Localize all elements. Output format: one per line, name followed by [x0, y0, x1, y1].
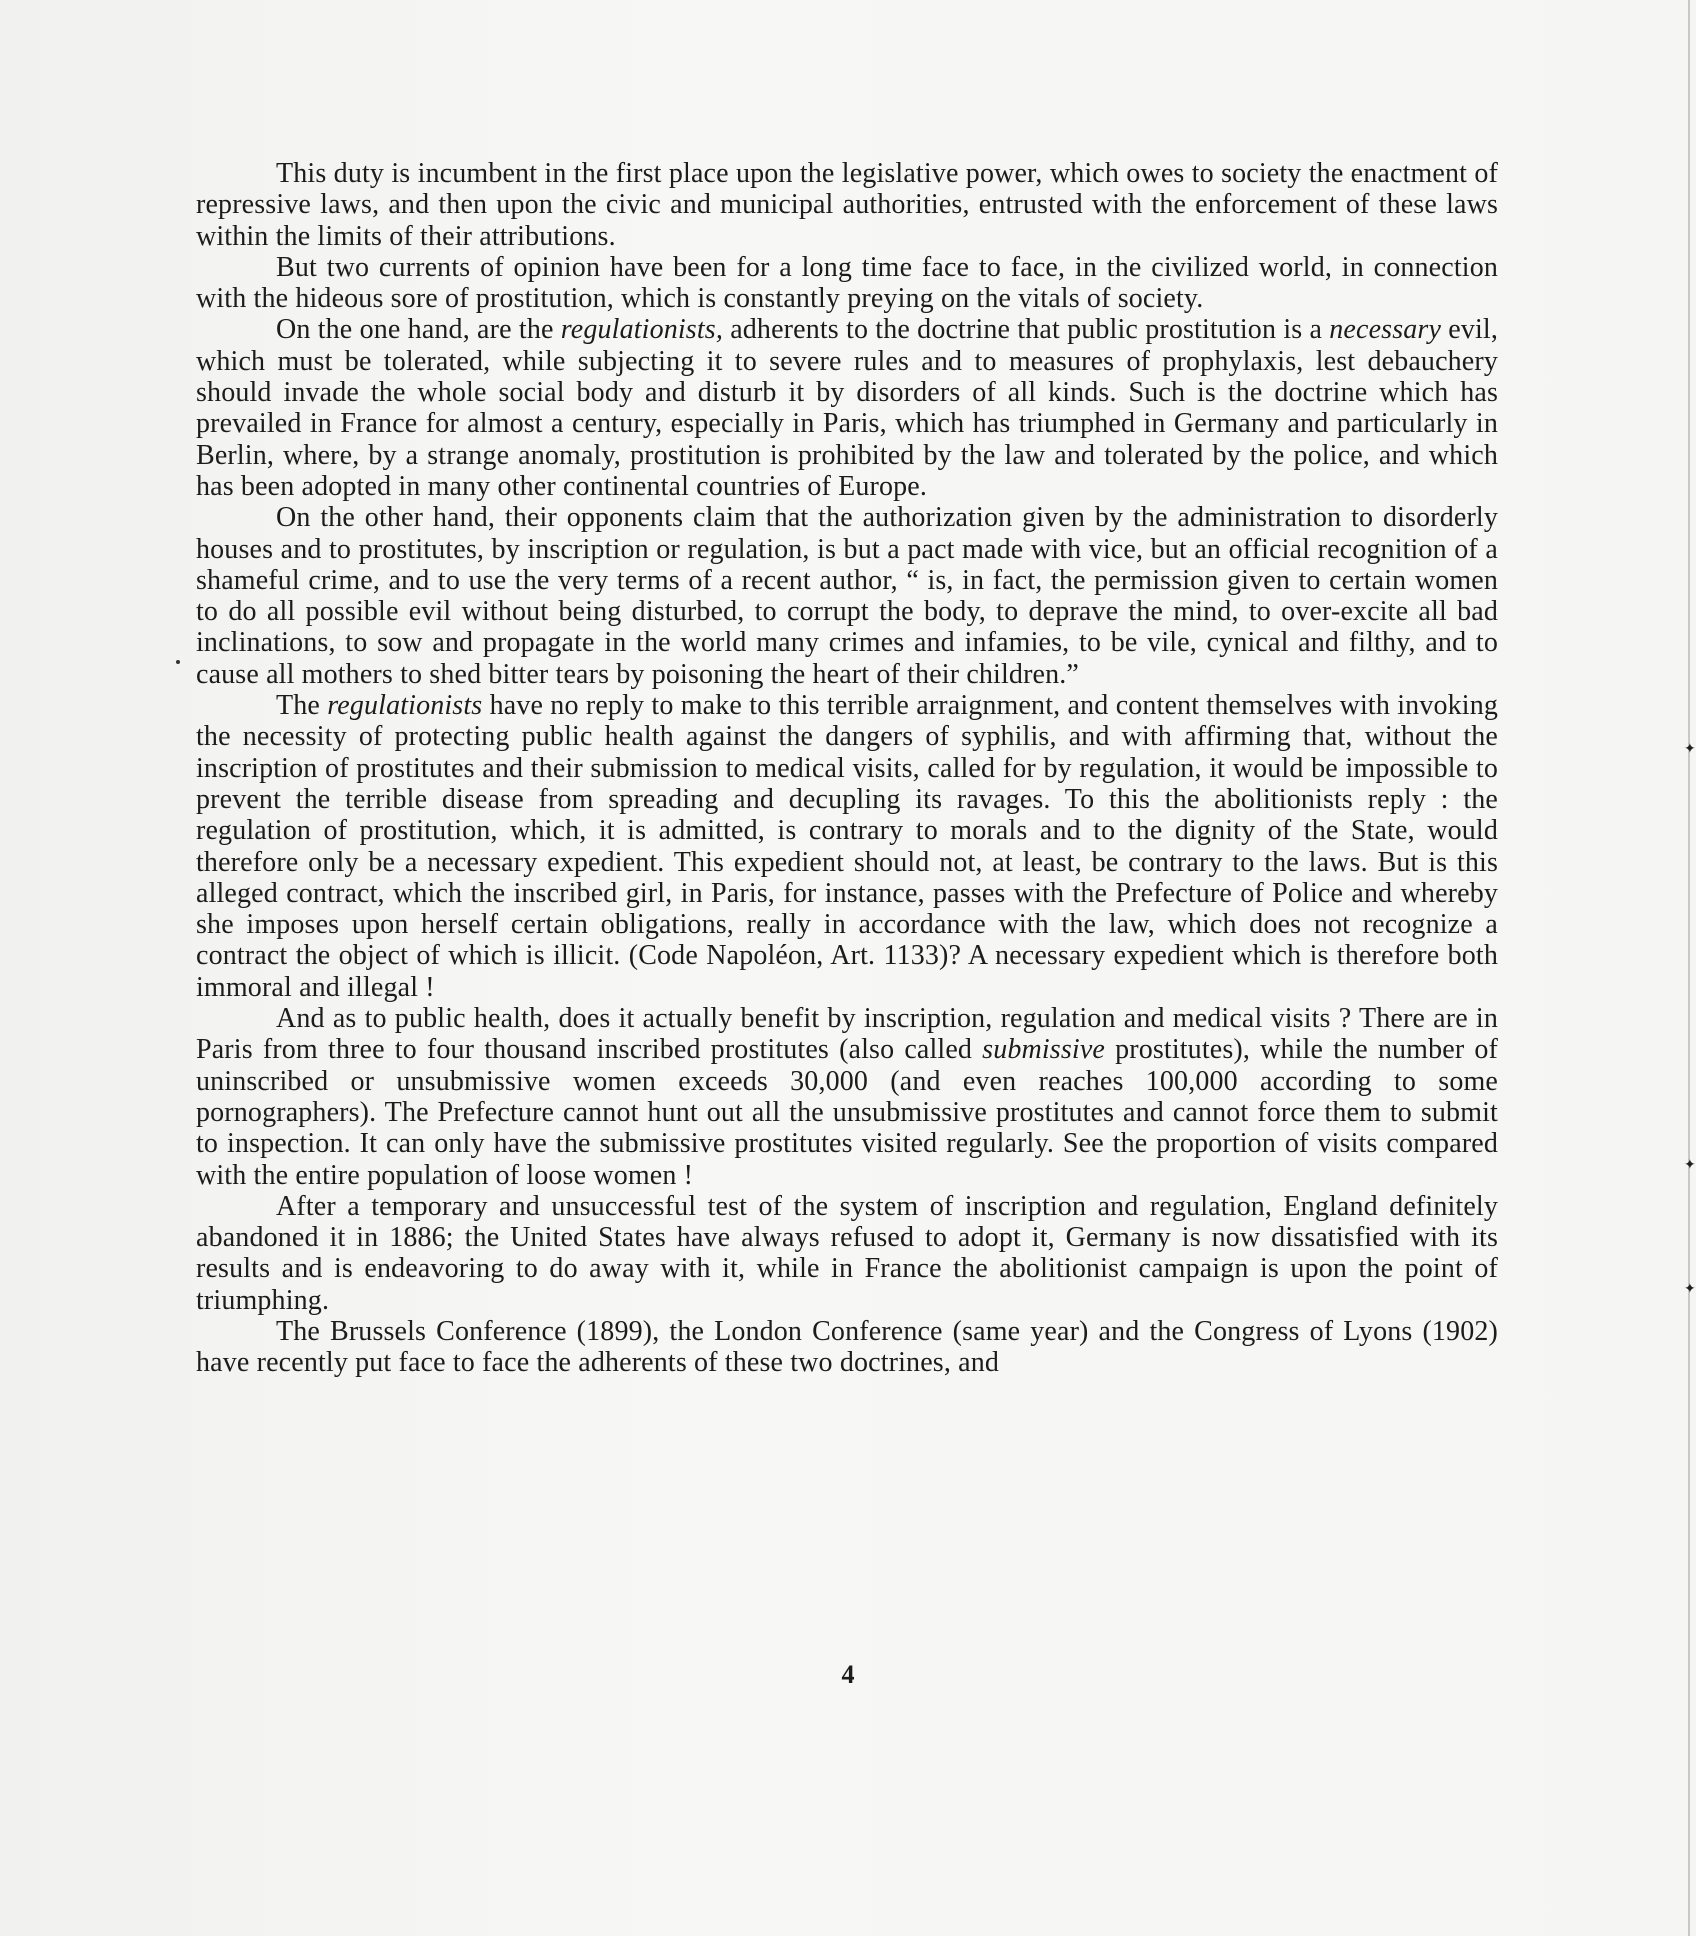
paragraph — [196, 158, 1498, 252]
page-number: 4 — [841, 1660, 855, 1689]
paragraph — [196, 1316, 1498, 1379]
text-run: This duty is incumbent in the first place upon the legislative power, which owes to society the enactment of repressive laws, and then upon the civic and municipal authorities, entrusted with the enforcement of these laws within the limits of their attributions. — [196, 158, 1498, 252]
text-run: But two currents of opinion have been for a long time face to face, in the civilized world, in connection with the hideous sore of prostitution, which is constantly preying on the vitals of society. — [196, 251, 1498, 315]
body-text — [196, 158, 1498, 1379]
italic-term: submissive — [982, 1034, 1105, 1066]
paragraph — [196, 314, 1498, 502]
text-run: have no reply to make to this terrible arraignment, and content themselves with invoking the necessity of protecting public health against the dangers of syphilis, and with affirming that, without the inscription of prostitutes and their submission to medical visits, called for by regulation, it would be impossible to prevent the terrible disease from spreading and decupling its ravages. To this the abolitionists reply : the regulation of prostitution, which, it is admitted, is contrary to morals and to the dignity of the State, would therefore only be a necessary expedient. This expedient should not, at least, be contrary to the laws. But is this alleged contract, which the inscribed girl, in Paris, for instance, passes with the Prefecture of Police and whereby she imposes upon herself certain obligations, really in accordance with the law, which does not recognize a contract the object of which is illicit. (Code Napoléon, Art. 1133)? A necessary expedient which is therefore both immoral and illegal ! — [196, 690, 1498, 1003]
text-run: And as to public health, does it actually benefit by inscription, regulation and medical visits ? There are in Paris from three to four thousand inscribed prostitutes (also called — [196, 1003, 1498, 1066]
scan-edge-mark: ✦ — [1684, 1281, 1696, 1297]
text-run: After a temporary and unsuccessful test of the system of inscription and regulation, England definitely abandoned it in 1886; the United States have always refused to adopt it, Germany is now dissatisfied with its results and is endeavoring to do away with it, while in France the abolitionist campaign is upon the point of triumphing. — [196, 1190, 1498, 1316]
text-run: On the other hand, their opponents claim that the authorization given by the administration to disorderly houses and to prostitutes, by inscription or regulation, is but a pact made with vice, but an official recognition of a shameful crime, and to use the very terms of a recent author, “ is, in fact, the permission given to certain women to do all possible evil without being disturbed, to corrupt the body, to deprave the mind, to over-excite all bad inclinations, to sow and propagate in the world many crimes and infamies, to be vile, cynical and filthy, and to cause all mothers to shed bitter tears by poisoning the heart of their children.” — [196, 502, 1498, 690]
paragraph — [196, 690, 1498, 1003]
text-run: prostitutes), while the number of uninscribed or unsubmissive women exceeds 30,000 (and even reaches 100,000 according to some pornographers). The Prefecture cannot hunt out all the unsubmissive prostitutes and cannot force them to submit to inspection. It can only have the submissive prostitutes visited regularly. See the proportion of visits compared with the entire population of loose women ! — [196, 1034, 1498, 1191]
italic-term: regulationists, — [560, 314, 723, 346]
paragraph — [196, 252, 1498, 315]
page-edge — [1688, 0, 1690, 1936]
paragraph — [196, 502, 1498, 690]
text-run: evil, which must be tolerated, while subjecting it to severe rules and to measures of prophylaxis, lest debauchery should invade the whole social body and disturb it by disorders of all kinds. Such is the doctrine which has prevailed in France for almost a century, especially in Paris, which has triumphed in Germany and particularly in Berlin, where, by a strange anomaly, prostitution is prohibited by the law and tolerated by the police, and which has been adopted in many other continental countries of Europe. — [196, 314, 1498, 502]
paragraph — [196, 1191, 1498, 1316]
text-run: The Brussels Conference (1899), the London Conference (same year) and the Congress of Lyons (1902) have recently put face to face the adherents of these two doctrines, and — [196, 1315, 1498, 1379]
scan-edge-mark: ✦ — [1684, 1157, 1696, 1173]
text-run: On the one hand, are the — [276, 314, 561, 346]
italic-term: regulationists — [327, 690, 483, 722]
scan-edge-mark: ✦ — [1684, 741, 1696, 757]
text-run: adherents to the doctrine that public prostitution is a — [722, 314, 1330, 346]
italic-term: necessary — [1329, 314, 1442, 346]
text-run: The — [276, 690, 328, 722]
paragraph — [196, 1003, 1498, 1191]
margin-speck — [176, 660, 180, 664]
